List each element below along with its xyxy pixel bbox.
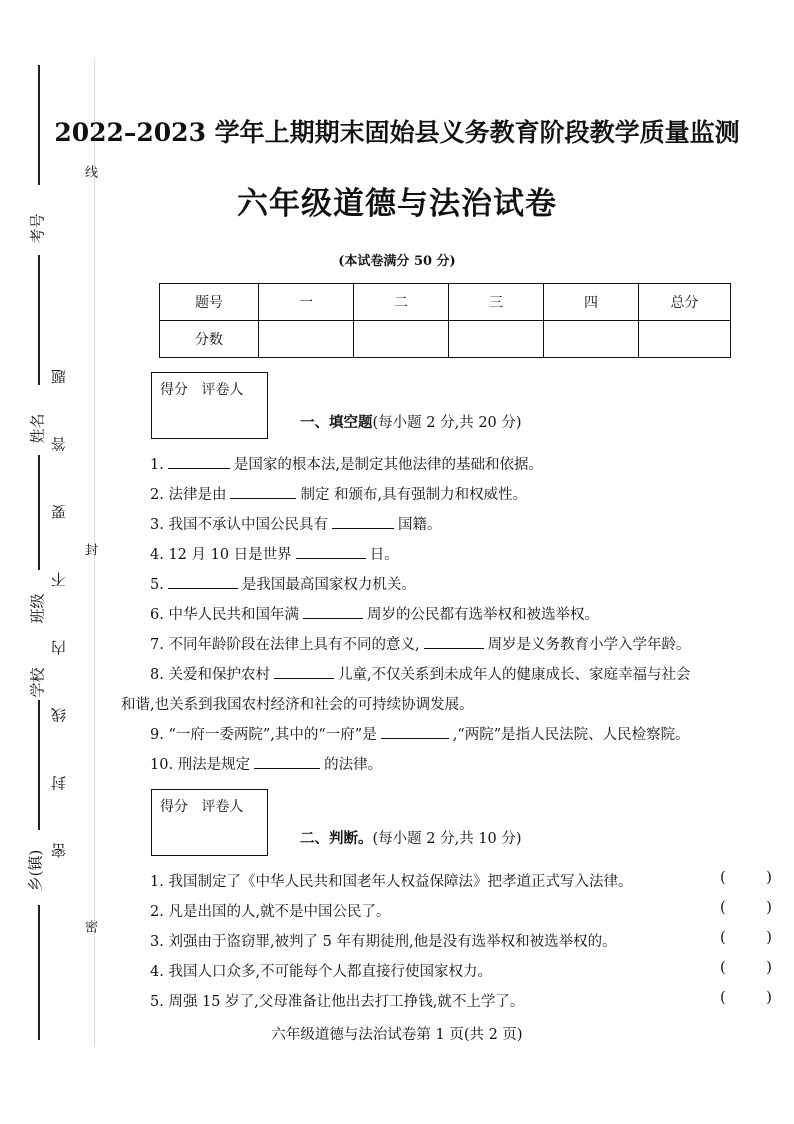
score-table bbox=[159, 283, 731, 358]
score-cell[interactable] bbox=[259, 321, 354, 358]
score-header-cell: 一 bbox=[259, 284, 354, 321]
answer-paren[interactable]: ( ) bbox=[720, 900, 790, 916]
answer-blank[interactable] bbox=[303, 604, 363, 620]
fill-question: 10. 刑法是规定 的法律。 bbox=[150, 753, 382, 774]
fill-question: 8. 关爱和保护农村 儿童,不仅关系到未成年人的健康成长、家庭幸福与社会 bbox=[150, 663, 691, 684]
side-mi: 密 bbox=[82, 920, 97, 935]
examno-label: 考号 bbox=[28, 213, 47, 244]
score-header-cell: 二 bbox=[354, 284, 449, 321]
answer-blank[interactable] bbox=[381, 724, 449, 740]
fill-question: 4. 12 月 10 日是世界 日。 bbox=[150, 543, 399, 564]
seal-warning: 密 封 线 内 不 要 答 题 bbox=[50, 345, 68, 859]
judge-question: 4. 我国人口众多,不可能每个人都直接行使国家权力。 bbox=[150, 964, 493, 980]
grader-labels: 得分 评卷人 bbox=[160, 382, 244, 398]
score-table-header-row bbox=[160, 284, 731, 321]
answer-blank[interactable] bbox=[254, 754, 320, 770]
name-label: 姓名 bbox=[28, 413, 47, 444]
judge-question: 1. 我国制定了《中华人民共和国老年人权益保障法》把孝道正式写入法律。 bbox=[150, 874, 633, 890]
answer-blank[interactable] bbox=[274, 664, 334, 680]
score-cell[interactable] bbox=[544, 321, 639, 358]
answer-blank[interactable] bbox=[168, 454, 230, 470]
score-cell[interactable] bbox=[354, 321, 449, 358]
fill-question: 5. 是我国最高国家权力机关。 bbox=[150, 573, 416, 594]
exam-title: 2022–2023 学年上期期末固始县义务教育阶段教学质量监测 bbox=[54, 118, 740, 147]
class-label: 班级 bbox=[28, 593, 47, 624]
fill-question: 3. 我国不承认中国公民具有 国籍。 bbox=[150, 513, 441, 534]
grader-box bbox=[151, 789, 268, 856]
answer-paren[interactable]: ( ) bbox=[720, 960, 790, 976]
answer-blank[interactable] bbox=[424, 634, 484, 650]
answer-blank[interactable] bbox=[168, 574, 238, 590]
section2-title: 二、判断。(每小题 2 分,共 10 分) bbox=[300, 830, 522, 847]
score-cell[interactable] bbox=[639, 321, 731, 358]
score-header-cell: 总分 bbox=[639, 284, 731, 321]
town-label: 乡(镇) bbox=[26, 849, 45, 892]
section1-title: 一、填空题(每小题 2 分,共 20 分) bbox=[300, 414, 522, 431]
full-score-note: (本试卷满分 50 分) bbox=[338, 254, 456, 269]
score-header-cell: 题号 bbox=[160, 284, 259, 321]
binding-line bbox=[38, 700, 40, 830]
side-xian: 线 bbox=[82, 165, 97, 180]
fill-question: 2. 法律是由 制定 和颁布,具有强制力和权威性。 bbox=[150, 483, 527, 504]
binding-line bbox=[38, 255, 40, 385]
binding-line bbox=[38, 455, 40, 570]
grader-labels: 得分 评卷人 bbox=[160, 799, 244, 815]
answer-paren[interactable]: ( ) bbox=[720, 930, 790, 946]
fill-question: 7. 不同年龄阶段在法律上具有不同的意义, 周岁是义务教育小学入学年龄。 bbox=[150, 633, 691, 654]
judge-question: 3. 刘强由于盗窃罪,被判了 5 年有期徒刑,他是没有选举权和被选举权的。 bbox=[150, 934, 617, 950]
score-header-cell: 三 bbox=[449, 284, 544, 321]
answer-blank[interactable] bbox=[230, 484, 296, 500]
score-row-label: 分数 bbox=[160, 321, 259, 358]
score-cell[interactable] bbox=[449, 321, 544, 358]
fill-question: 9. “一府一委两院”,其中的“一府”是 ,“两院”是指人民法院、人民检察院。 bbox=[150, 723, 690, 744]
score-header-cell: 四 bbox=[544, 284, 639, 321]
school-label: 学校 bbox=[28, 667, 47, 698]
judge-question: 2. 凡是出国的人,就不是中国公民了。 bbox=[150, 904, 391, 920]
judge-question: 5. 周强 15 岁了,父母准备让他出去打工挣钱,就不上学了。 bbox=[150, 994, 525, 1010]
binding-line bbox=[38, 905, 40, 1040]
answer-paren[interactable]: ( ) bbox=[720, 990, 790, 1006]
page-footer: 六年级道德与法治试卷第 1 页(共 2 页) bbox=[271, 1027, 523, 1043]
side-feng: 封 bbox=[82, 543, 97, 558]
fill-question-cont: 和谐,也关系到我国农村经济和社会的可持续协调发展。 bbox=[121, 697, 474, 713]
fill-question: 1. 是国家的根本法,是制定其他法律的基础和依据。 bbox=[150, 453, 543, 474]
answer-blank[interactable] bbox=[332, 514, 394, 530]
paper-subtitle: 六年级道德与法治试卷 bbox=[237, 186, 557, 222]
fill-question: 6. 中华人民共和国年满 周岁的公民都有选举权和被选举权。 bbox=[150, 603, 599, 624]
answer-blank[interactable] bbox=[296, 544, 366, 560]
answer-paren[interactable]: ( ) bbox=[720, 870, 790, 886]
score-table-score-row bbox=[160, 321, 731, 358]
grader-box bbox=[151, 372, 268, 439]
